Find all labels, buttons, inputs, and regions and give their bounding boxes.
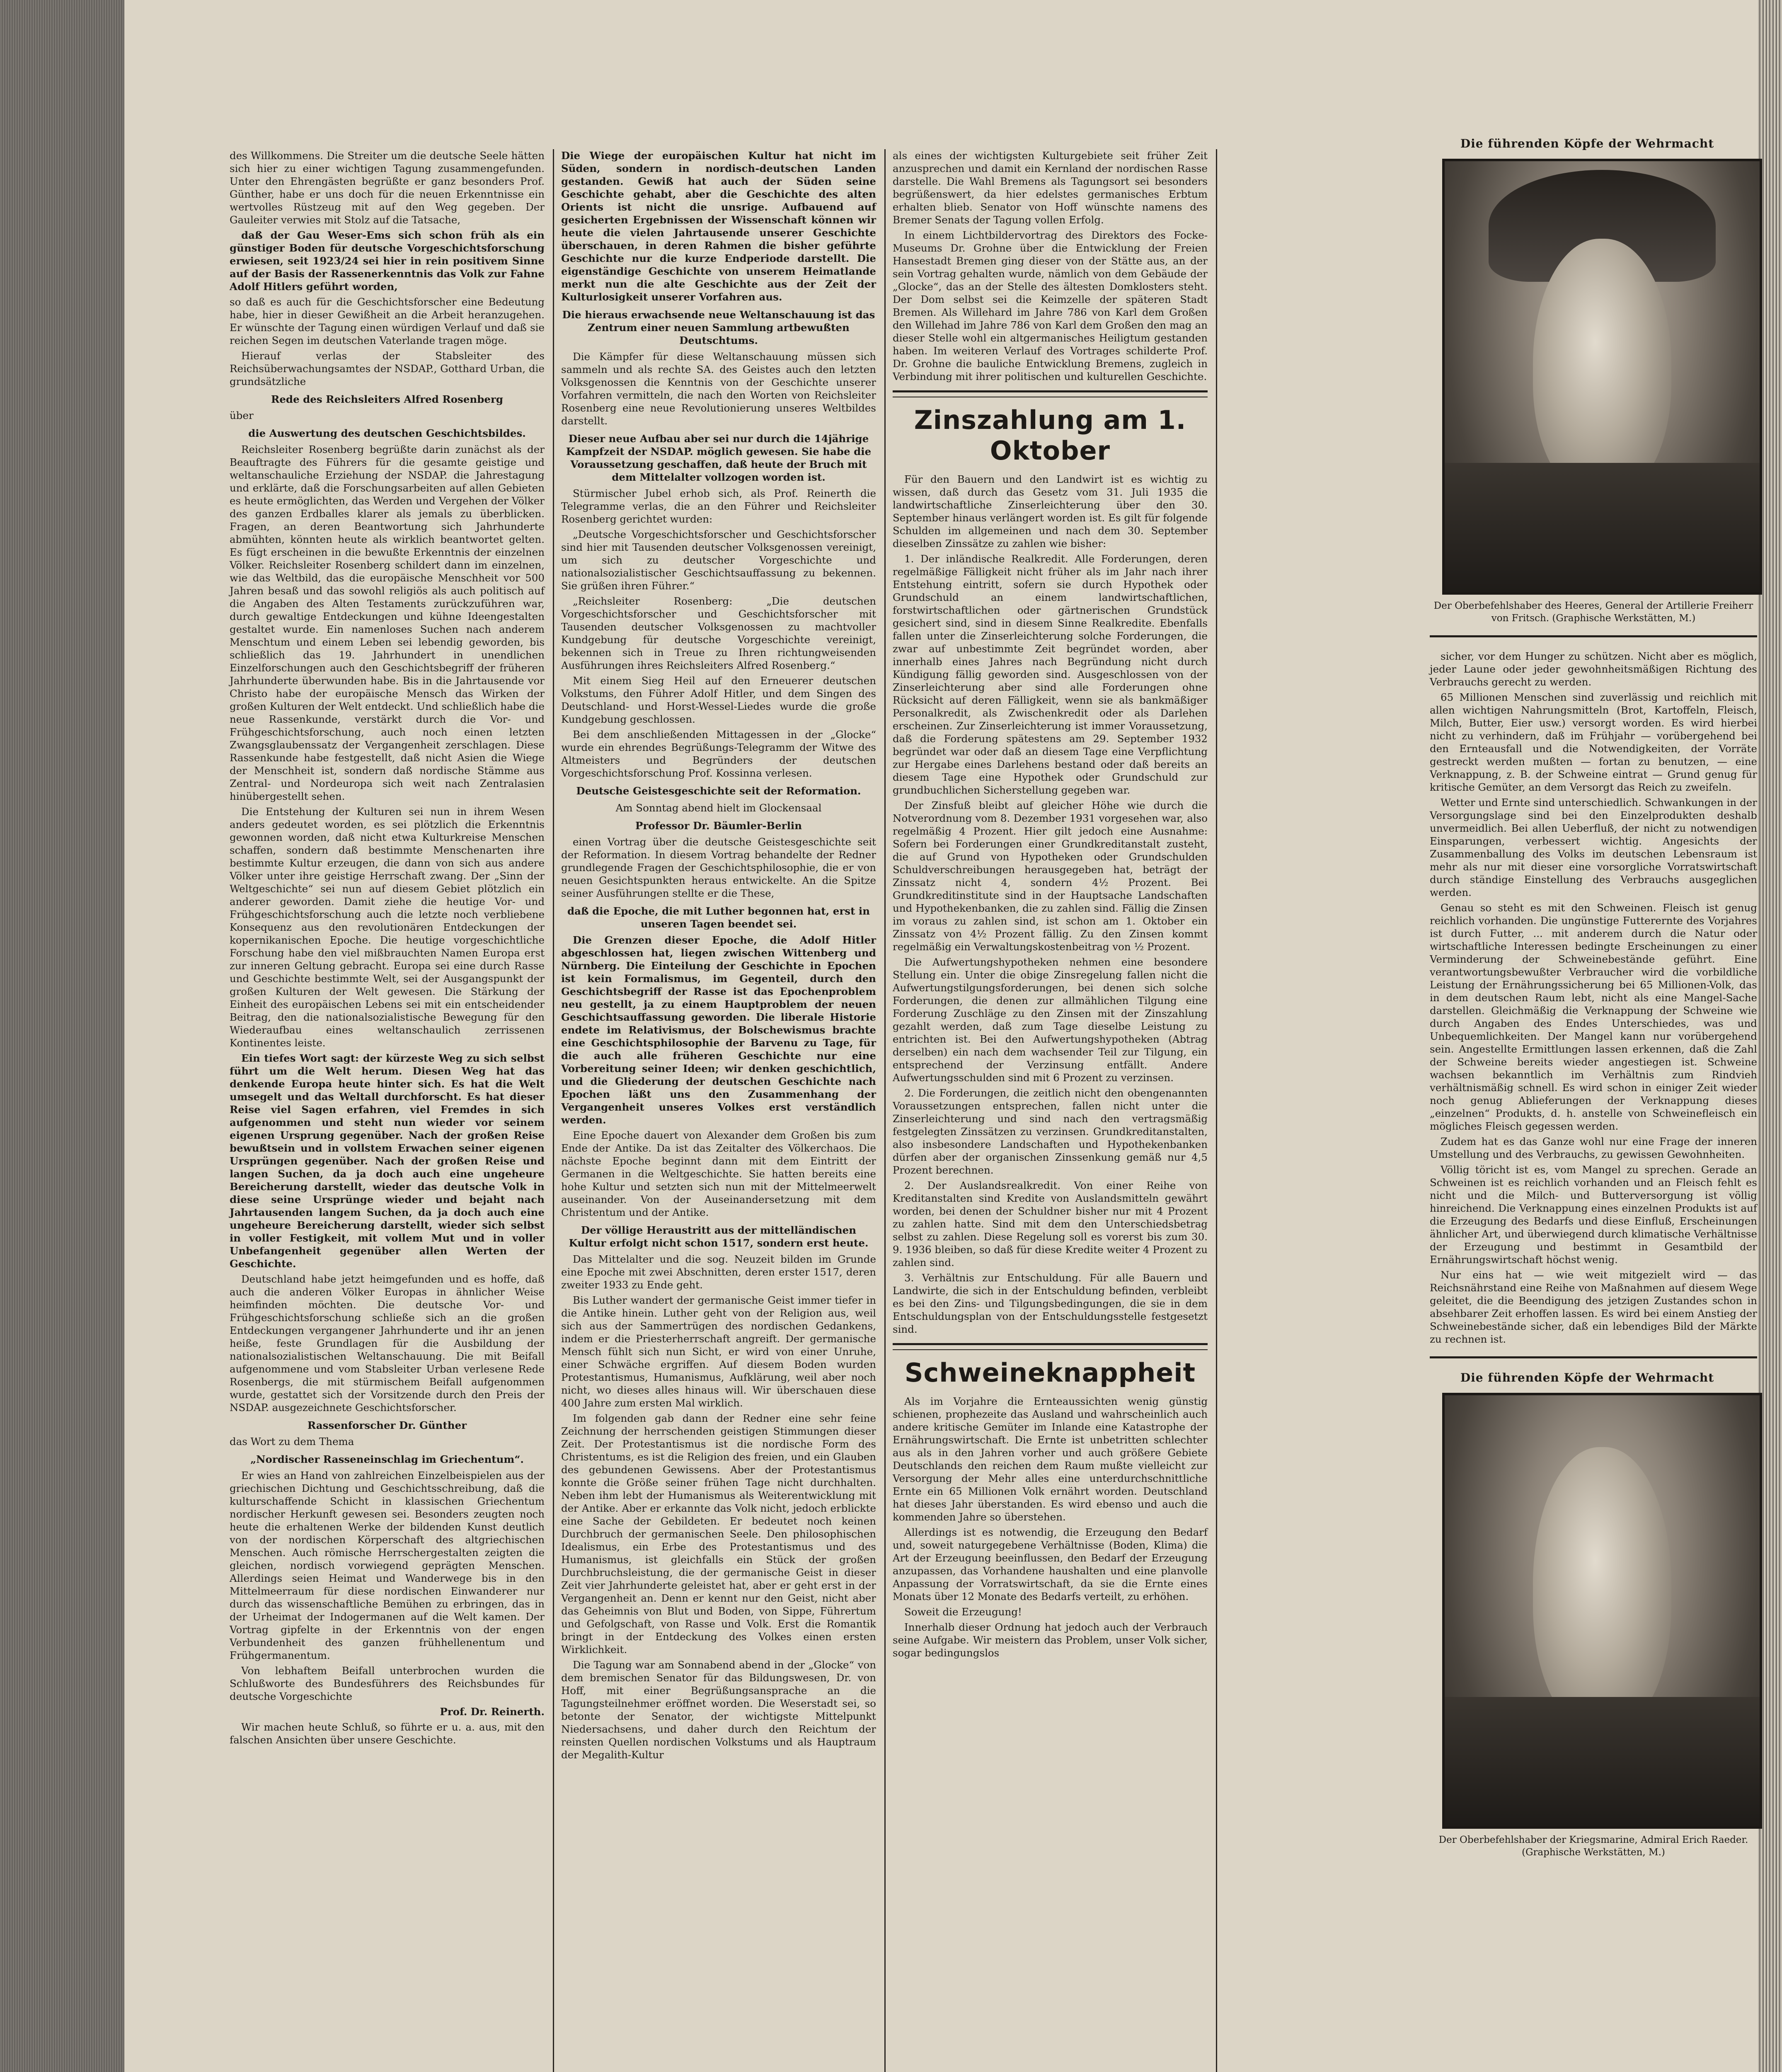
- paragraph: über: [230, 409, 254, 421]
- subheading: Rede des Reichsleiters Alfred Rosenberg: [271, 393, 504, 405]
- subheading: Der völlige Heraustritt aus der mittelländischen Kultur erfolgt nicht schon 1517, sondern erst heute.: [569, 1224, 869, 1249]
- column-divider: [1216, 149, 1217, 2072]
- paragraph: Er wies an Hand von zahlreichen Einzelbeispielen aus der griechischen Dichtung und Geschichtsschreibung, daß die kulturschaffende Schicht in klassischen Griechentum nordischer Herkunft gewesen sei. Besonders zeugten noch heute die erhaltenen Werke der bildenden Kunst deutlich von der nordischen Körperschaft des altgriechischen Menschen. Auch römische Herrschergestalten zeigten die gleichen, nordisch vorwiegend geprägten Menschen. Allerdings seien Heimat und Wanderwege bis in den Mittelmeerraum für diese nordischen Einwanderer nur durch das wissenschaftliche Bemühen zu erbringen, das in der Urheimat der Indogermanen auf die Welt kamen. Der Vortrag gipfelte in der Erkenntnis von der engen Verbundenheit des ganzen frühhellenentum und Frühgermanentum.: [230, 1469, 545, 1661]
- paragraph: des Willkommens. Die Streiter um die deutsche Seele hätten sich hier zu einer wichtigen Tagung zusammengefunden. Unter den Ehrengästen begrüßte er ganz besonders Prof. Günther, habe er uns doch für die neuen Erkenntnisse ein wertvolles Rüstzeug mit auf den Weg gegeben. Der Gauleiter verwies mit Stolz auf die Tatsache,: [230, 150, 545, 226]
- paragraph: Eine Epoche dauert von Alexander dem Großen bis zum Ende der Antike. Da ist das Zeitalter des Völkerchaos. Die nächste Epoche beginnt dann mit dem Eintritt der Germanen in die Weltgeschichte. Sie hatten bereits eine hohe Kultur und setzten sich nun mit der Mittelmeerwelt auseinander. Von der Auseinandersetzung mit dem Christentum und der Antike.: [561, 1129, 876, 1218]
- subheading: Deutsche Geistesgeschichte seit der Reformation.: [576, 785, 861, 797]
- portrait-photo-raeder: [1442, 1393, 1762, 1829]
- paragraph: Die Tagung war am Sonnabend abend in der „Glocke“ von dem bremischen Senator für das Bildungswesen, Dr. von Hoff, mit einer Begrüßungsansprache an die Tagungsteilnehmer eröffnet worden. Die Weserstadt sei, so betonte der Senator, der wichtigste Mittelpunkt Niedersachsens, und daher durch den Reichtum der reinsten Quellen nordischen Volkstums und als Hauptraum der Megalith-Kultur: [561, 1659, 876, 1761]
- column-divider: [553, 149, 554, 2072]
- paragraph: Hierauf verlas der Stabsleiter des Reichsüberwachungsamtes der NSDAP., Gotthard Urban, die grundsätzliche: [230, 350, 545, 387]
- paragraph: als eines der wichtigsten Kulturgebiete seit früher Zeit anzusprechen und damit ein Kernland der nordischen Rasse darstelle. Die Wahl Bremens als Tagungsort sei besonders begrüßenswert, da hier edelstes germanisches Erbtum erhalten blieb. Senator von Hoff wünschte namens des Bremer Senats der Tagung vollen Erfolg.: [893, 150, 1208, 226]
- paragraph: sicher, vor dem Hunger zu schützen. Nicht aber es möglich, jeder Laune oder jeder gewohnheitsmäßigen Richtung des Verbrauchs gerecht zu werden.: [1430, 650, 1757, 688]
- column-3: [893, 149, 1208, 1662]
- paragraph: einen Vortrag über die deutsche Geistesgeschichte seit der Reformation. In diesem Vortrag behandelte der Redner grundlegende Fragen der Geschichtsphilosophie, die er von neuen Gesichtspunkten heraus entwickelte. An die Spitze seiner Ausführungen stellte er die These,: [561, 836, 876, 899]
- paragraph: Wir machen heute Schluß, so führte er u. a. aus, mit den falschen Ansichten über unsere Geschichte.: [230, 1721, 545, 1746]
- paragraph: Bis Luther wandert der germanische Geist immer tiefer in die Antike hinein. Luther geht von der Religion aus, weil sich aus der Sammertrügen des nordischen Gedankens, indem er die Priesterherrschaft angreift. Der germanische Mensch fühlt sich nun Sicht, er wird von einer Unruhe, einer Schwäche ergriffen. Auf diesem Boden wurden Protestantismus, Humanismus, Aufklärung, weil aber noch nicht, wo dieses alles hinaus will. Wir überschauen diese 400 Jahre zum ersten Mal wirklich.: [561, 1294, 876, 1409]
- subheading: Professor Dr. Bäumler-Berlin: [635, 820, 802, 832]
- face-shape: [1533, 239, 1671, 497]
- paragraph: Reichsleiter Rosenberg begrüßte darin zunächst als der Beauftragte des Führers für die gesamte geistige und weltanschauliche Erziehung der NSDAP. die Jahrestagung und erklärte, daß die Forschungsarbeiten auf allen Gebieten es heute ermöglichten, das Werden und Vergehen der Völker des ganzen Erdballes klarer als jemals zu überblicken. Fragen, an deren Beantwortung sich Jahrhunderte abmühten, könnten heute als wirklich beantwortet gelten. Es fügt erscheinen in die bewußte Erkenntnis der einzelnen Völker. Reichsleiter Rosenberg schildert dann im einzelnen, wie das Weltbild, das die europäische Menschheit vor 500 Jahren besaß und das sowohl religiös als auch politisch auf die Angaben des Alten Testaments zurückzuführen war, durch gewaltige Entdeckungen und kühne Ideengestalten gestaltet wurde. Ein namenloses Suchen nach anderem Menschtum und einem Leben sei lebendig geworden, bis schließlich das 19. Jahrhundert in unendlichen Einzelforschungen auch den Geschichtsbegriff der früheren Jahrhunderte überwunden habe. Bis in die Jahrtausende vor Christo habe der europäische Mensch das Wirken der großen Kulturen der Welt entdeckt. Und schließlich habe die neue Rassenkunde, verstärkt durch die Vor- und Frühgeschichtsforschung, auch noch einen letzten Zwangsglaubenssatz der Vergangenheit zerschlagen. Diese Rassenkunde habe festgestellt, daß nicht Asien die Wiege der Menschheit ist, sondern daß nordische Stämme aus Zentral- und Nordeuropa sich weit nach Zentralasien hinübergestellt sehen.: [230, 443, 545, 802]
- headline-schweineknappheit: Schweineknappheit: [904, 1358, 1196, 1388]
- book-edge-left: [0, 0, 124, 2072]
- column-2: [561, 149, 876, 1764]
- paragraph: Stürmischer Jubel erhob sich, als Prof. Reinerth die Telegramme verlas, die an den Führer und Reichsleiter Rosenberg gerichtet wurden:: [561, 487, 876, 525]
- paragraph: Die Grenzen dieser Epoche, die Adolf Hitler abgeschlossen hat, liegen zwischen Wittenberg und Nürnberg. Die Einteilung der Geschichte in Epochen ist kein Formalismus, im Gegenteil, durch den Geschichtsbegriff der Rasse ist das Epochenproblem neu gestellt, ja zu einem Hauptproblem der neuen Geschichtsauffassung geworden. Die liberale Historie endete im Relativismus, der Bolschewismus brachte eine Geschichtsphilosophie der Barvenu zu Tage, für die auch alle früheren Geschichte nur eine Vorbereitung seiner Ideen; wir denken geschichtlich, und die Gliederung der deutschen Geschichte nach Epochen läßt uns den Zusammenhang der Vergangenheit unseres Volkes erst verständlich werden.: [561, 934, 876, 1126]
- paragraph: Das Mittelalter und die sog. Neuzeit bilden im Grunde eine Epoche mit zwei Abschnitten, deren erster 1517, deren zweiter 1933 zu Ende geht.: [561, 1253, 876, 1291]
- subheading: „Nordischer Rasseneinschlag im Griechentum“.: [250, 1453, 524, 1465]
- section-rule: [893, 1343, 1208, 1350]
- paragraph: Im folgenden gab dann der Redner eine sehr feine Zeichnung der herrschenden geistigen Stimmungen dieser Zeit. Der Protestantismus ist die nordische Form des Christentums, es ist die Religion des freien, und ein Glauben des gebundenen Gewissens. Aber der Protestantismus konnte die Größe seiner frühen Tage nicht durchhalten. Neben ihm lebt der Humanismus als Weiterentwicklung mit der Antike. Aber er erkannte das Volk nicht, jedoch erblickte eine Sache der Gebildeten. Er bedeutet noch keinen Durchbruch der germanischen Seele. Den philosophischen Idealismus, ein Erbe des Protestantismus und des Humanismus, ist gleichfalls ein Stück der großen Durchbruchsleistung, die der germanische Geist in dieser Zeit vier Jahrhunderte geleistet hat, aber er geht erst in der Vergangenheit an. Denn er kennt nur den Geist, nicht aber das Geheimnis von Blut und Boden, von Sippe, Führertum und Gefolgschaft, von Rasse und Volk. Erst die Romantik bringt in der Entdeckung des Volkes einen ersten Wirklichkeit.: [561, 1412, 876, 1656]
- section-rule: [1430, 635, 1757, 637]
- paragraph: 2. Der Auslandsrealkredit. Von einer Reihe von Kreditanstalten sind Kredite von Auslandsmitteln gewährt worden, bei denen der Schuldner bisher nur mit 4 Prozent zu zahlen hatte. Sind mit dem den Unterschiedsbetrag selbst zu zahlen. Diese Regelung soll es vorerst bis zum 30. 9. 1936 bleiben, so daß für diese Kredite weiter 4 Prozent zu zahlen sind.: [893, 1179, 1208, 1268]
- portrait-photo-fritsch: [1442, 159, 1762, 595]
- photo-caption: Der Oberbefehlshaber des Heeres, General der Artillerie Freiherr von Fritsch. (Graphische Werkstätten, M.): [1433, 600, 1753, 624]
- paragraph: Als im Vorjahre die Ernteaussichten wenig günstig schienen, prophezeite das Ausland und wahrscheinlich auch andere kritische Gemüter im Inlande eine Katastrophe der Ernährungswirtschaft. Die Ernte ist unbetritten schlechter aus als in den Jahren vorher und auch größere Gebiete Deutschlands den reichen dem Raum mußte vielleicht zur Versorgung der Mehr alles eine unterdurchschnittliche Ernte ein 65 Millionen Volk ernährt worden. Deutschland hat dieses Jahr überstanden. Es wird ebenso und auch die kommenden Jahre so überstehen.: [893, 1395, 1208, 1523]
- sidebar-wehrmacht: [1417, 137, 1757, 1859]
- subheading: Dieser neue Aufbau aber sei nur durch die 14jährige Kampfzeit der NSDAP. möglich gewesen. Sie habe die Voraussetzung geschaffen, daß heute der Bruch mit dem Mittelalter vollzogen worden ist.: [566, 433, 872, 483]
- paragraph: Genau so steht es mit den Schweinen. Fleisch ist genug reichlich vorhanden. Die ungünstige Futterernte des Vorjahres ist durch Futter, ... mit anderem durch die Natur oder wirtschaftliche Interessen bedingte Erscheinungen zu einer Verminderung der Schweinebestände geführt. Eine verantwortungsbewußter Verbraucher wird die vorbildliche Leistung der Ernährungssicherung bei 65 Millionen-Volk, das in dem deutschen Raum lebt, nicht als eine Mangel-Sache darstellen. Gleichmäßig die Verknappung der Schweine wie durch Angaben des Endes Unterschiedes, was und Unbequemlichkeiten. Der Mangel kann nur vorübergehend sein. Angestellte Ermittlungen lassen erkennen, daß die Zahl der Schweine bereits wieder angestiegen ist. Schweine wachsen bekanntlich im Verhältnis zum Rindvieh verhältnismäßig schnell. Es wird schon in einiger Zeit wieder noch genug Ablieferungen der Verknappung dieses „einzelnen“ Produkts, d. h. anstelle von Schweinefleisch ein mögliches Fleisch gegessen werden.: [1430, 902, 1757, 1132]
- subheading: daß die Epoche, die mit Luther begonnen hat, erst in unseren Tagen beendet sei.: [567, 905, 870, 930]
- section-rule: [1430, 1356, 1757, 1358]
- paragraph: Bei dem anschließenden Mittagessen in der „Glocke“ wurde ein ehrendes Begrüßungs-Telegramm der Witwe des Altmeisters und Begründers der deutschen Vorgeschichtsforschung Prof. Kossinna verlesen.: [561, 729, 876, 779]
- paragraph: „Deutsche Vorgeschichtsforscher und Geschichtsforscher sind hier mit Tausenden deutscher Volksgenossen vereinigt, um sich zu deutscher Vorgeschichte und nationalsozialistischer Geschichtsauffassung zu bekennen. Sie grüßen ihren Führer.“: [561, 528, 876, 592]
- paragraph: Innerhalb dieser Ordnung hat jedoch auch der Verbrauch seine Aufgabe. Wir meistern das Problem, unser Volk sicher, sogar bedingungslos: [893, 1621, 1208, 1659]
- column-1: [230, 149, 545, 1749]
- subheading: Die hieraus erwachsende neue Weltanschauung ist das Zentrum einer neuen Sammlung artbewußten Deutschtums.: [562, 309, 875, 346]
- subheading: Rassenforscher Dr. Günther: [307, 1419, 467, 1431]
- paragraph: Die Entstehung der Kulturen sei nun in ihrem Wesen anders gedeutet worden, es sei plötzlich die Erkenntnis gewonnen worden, daß nicht etwa Kulturkreise Menschen schaffen, sondern daß bestimmte Menschenarten ihre bestimmte Kultur erzeugen, die dann von sich aus andere Völker unter ihre geistige Herrschaft zwang. Der „Sinn der Weltgeschichte“ sei nun auf diesem Gebiet plötzlich ein anderer geworden. Damit ziehe die heutige Vor- und Frühgeschichtsforschung auch die letzte noch verbliebene Konsequenz aus den revolutionären Entdeckungen der kopernikanischen Epoche. Die heutige vorgeschichtliche Forschung habe den viel mißbrauchten Namen Europa erst zur inneren Geltung gebracht. Europa sei eine durch Rasse und Geschichte bestimmte Welt, sei der Ausgangspunkt der großen Kulturen der Welt gewesen. Die Stärkung der Einheit des europäischen Lebens sei mit ein entscheidender Beitrag, den die nationalsozialistische Bewegung für den Wiederaufbau eines weltanschaulich zerrissenen Kontinentes leiste.: [230, 806, 545, 1049]
- paragraph: Von lebhaftem Beifall unterbrochen wurden die Schlußworte des Bundesführers des Reichsbundes für deutsche Vorgeschichte: [230, 1665, 545, 1702]
- face-shape: [1533, 1447, 1671, 1731]
- coat-shape: [1445, 463, 1760, 592]
- sidebar-text: [1430, 650, 1757, 1346]
- paragraph: Deutschland habe jetzt heimgefunden und es hoffe, daß auch die anderen Völker Europas in ähnlicher Weise heimfinden möchten. Die deutsche Vor- und Frühgeschichtsforschung schließe sich an die großen Entdeckungen vergangener Jahrhunderte und ihr an jenen heiße, feste Grundlagen für die Ausbildung der nationalsozialistischen Weltanschauung. Die mit Beifall aufgenommene und vom Stabsleiter Urban verlesene Rede Rosenbergs, die mit stürmischem Beifall aufgenommen wurde, gestattet sich der Vorsitzende durch den Preis der NSDAP. ausgezeichnete Geschichtsforscher.: [230, 1273, 545, 1414]
- column-divider: [884, 149, 886, 2072]
- paragraph: In einem Lichtbildervortrag des Direktors des Focke-Museums Dr. Grohne über die Entwicklung der Freien Hansestadt Bremen ging dieser von der Stätte aus, an der sein Vortrag gehalten wurde, nämlich von dem Gebäude der „Glocke“, das an der Stelle des ältesten Domklosters steht. Der Dom selbst sei die Keimzelle der späteren Stadt Bremen. Als Willehard im Jahre 786 von Karl dem Großen den Willehad im Jahre 786 von Karl dem Großen den mag an dieser Stelle wohl ein altgermanisches Heiligtum gestanden haben. Im weiteren Verlauf des Vortrages schilderte Prof. Dr. Grohne die bauliche Entwicklung Bremens, zugleich in Verbindung mit ihrer politischen und kulturellen Geschichte.: [893, 229, 1208, 382]
- paragraph: Zudem hat es das Ganze wohl nur eine Frage der inneren Umstellung und des Verbrauchs, zu gewissen Gewohnheiten.: [1430, 1135, 1757, 1160]
- headline-zinszahlung: Zinszahlung am 1. Oktober: [914, 405, 1186, 466]
- coat-shape: [1445, 1697, 1760, 1826]
- paragraph: daß der Gau Weser-Ems sich schon früh als ein günstiger Boden für deutsche Vorgeschichtsforschung erwiesen, seit 1923/24 sei hier in rein positivem Sinne auf der Basis der Rassenerkenntnis das Volk zur Fahne Adolf Hitlers geführt worden,: [230, 229, 545, 293]
- paragraph: 3. Verhältnis zur Entschuldung. Für alle Bauern und Landwirte, die sich in der Entschuldung befinden, verbleibt es bei den Zins- und Tilgungsbedingungen, die sie in dem Entschuldungsplan von der Entschuldungsstelle festgesetzt sind.: [893, 1272, 1208, 1335]
- paragraph: Ein tiefes Wort sagt: der kürzeste Weg zu sich selbst führt um die Welt herum. Diesen Weg hat das denkende Europa heute hinter sich. Es hat die Welt umsegelt und das Weltall durchforscht. Es hat dieser Reise viel Sagen erfahren, viel Fremdes in sich aufgenommen und steht nun wieder vor seinem eigenen Ursprung gegenüber. Nach der großen Reise bewußtsein und in vollstem Erwachen seiner eigenen Ursprüngen gegenüber. Nach der großen Reise und langen Suchen, da ja doch auch eine ungeheure Bereicherung darstellt, wieder das deutsche Volk in diese seine Ursprünge wieder und bejaht nach Jahrtausenden langem Suchen, da ja doch auch eine ungeheure Bereicherung darstellt, wieder sich selbst in voller Festigkeit, mit vollem Mut und in voller Unbefangenheit gegenüber allen Werten der Geschichte.: [230, 1052, 545, 1270]
- paragraph: Mit einem Sieg Heil auf den Erneuerer deutschen Volkstums, den Führer Adolf Hitler, und dem Singen des Deutschland- und Horst-Wessel-Liedes wurde die große Kundgebung geschlossen.: [561, 675, 876, 725]
- paragraph: Nur eins hat — wie weit mitgezielt wird — das Reichsnährstand eine Reihe von Maßnahmen auf diesem Wege geleitet, die die Beendigung des jetzigen Zustandes schon in absehbarer Zeit erhoffen lassen. Es wird bei einem Anstieg der Schweinebestände sicher, daß ein lebendiges Bild der Märkte zu rechnen ist.: [1430, 1269, 1757, 1345]
- paragraph: Wetter und Ernte sind unterschiedlich. Schwankungen in der Versorgungslage sind bei den Einzelprodukten deshalb unvermeidlich. Bei allen Ueberfluß, der nicht zu notwendigen Einsparungen, verbessert wichtig. Angesichts der Zusammenballung des Volks im deutschen Lebensraum ist mehr als nur mit dieser eine vorsorgliche Vorratswirtschaft durch ständige Einstellung des Verbrauchs ausgeglichen werden.: [1430, 796, 1757, 898]
- paragraph: so daß es auch für die Geschichtsforscher eine Bedeutung habe, hier in dieser Gewißheit an die Arbeit heranzugehen. Er wünschte der Tagung einen würdigen Verlauf und daß sie reichen Segen im deutschen Vaterlande tragen möge.: [230, 296, 545, 346]
- paragraph: Am Sonntag abend hielt im Glockensaal: [615, 802, 822, 814]
- paragraph: „Reichsleiter Rosenberg: „Die deutschen Vorgeschichtsforscher und Geschichtsforscher mit Tausenden deutscher Volksgenossen zu machtvoller Kundgebung für deutsche Vorgeschichte vereinigt, bekennen sich in Treue zu Ihren richtungweisenden Ausführungen ihres Reichsleiters Alfred Rosenberg.“: [561, 595, 876, 671]
- section-rule: [893, 390, 1208, 397]
- photo-caption: Der Oberbefehlshaber der Kriegsmarine, Admiral Erich Raeder. (Graphische Werkstätten, M.): [1438, 1835, 1748, 1858]
- paragraph: das Wort zu dem Thema: [230, 1435, 354, 1447]
- paragraph: 2. Die Forderungen, die zeitlich nicht den obengenannten Voraussetzungen entsprechen, fallen nicht unter die Zinserleichterung und sind nach den vertragsmäßig festgelegten Zinssätzen zu verzinsen. Grundkreditanstalten, also insbesondere Landschaften und Hypothekenbanken dürfen aber der organischen Zinssenkung gemäß nur 4,5 Prozent berechnen.: [893, 1087, 1208, 1176]
- signature: Prof. Dr. Reinerth.: [440, 1706, 545, 1718]
- paragraph: Allerdings ist es notwendig, die Erzeugung den Bedarf und, soweit naturgegebene Verhältnisse (Boden, Klima) die Art der Erzeugung beeinflussen, den Bedarf der Erzeugung anzupassen, das Vorhandene haushalten und eine planvolle Anpassung der Vorratswirtschaft, da sie die Ernte eines Monats über 12 Monate des Bedarfs verteilt, zu erhöhen.: [893, 1526, 1208, 1602]
- paragraph: Soweit die Erzeugung!: [904, 1606, 1022, 1618]
- section-title: Die führenden Köpfe der Wehrmacht: [1460, 137, 1714, 150]
- paragraph: 1. Der inländische Realkredit. Alle Forderungen, deren regelmäßige Fälligkeit nicht früher als im Jahr nach ihrer Entstehung eintritt, sofern sie durch Hypothek oder Grundschuld an einem landwirtschaftlichen, forstwirtschaftlichen oder gärtnerischen Grundstück gesichert sind, sind in diesem Sinne Realkredite. Ebenfalls fallen unter die Zinserleichterung solche Forderungen, die zwar auf unbestimmte Zeit begründet worden, aber innerhalb eines Jahres nach Begründung nicht durch Kündigung fällig geworden sind. Ausgeschlossen von der Zinserleichterung aber sind alle Forderungen ohne Rücksicht auf deren Fälligkeit, wenn sie als bankmäßiger Personalkredit, als Zwischenkredit oder als Darlehen erscheinen. Zur Zinserleichterung ist immer Voraussetzung, daß die Forderung spätestens am 29. September 1932 begründet war oder daß an diesem Tage eine Verpflichtung zur Hergabe eines Darlehens bestand oder daß bereits an diesem Tage eine Hypothek oder Grundschuld zur grundbuchlichen Sicherstellung gegeben war.: [893, 553, 1208, 796]
- paragraph: 65 Millionen Menschen sind zuverlässig und reichlich mit allen wichtigen Nahrungsmitteln (Brot, Kartoffeln, Fleisch, Milch, Butter, Eier usw.) versorgt worden. Es wird hierbei nicht zu verhindern, daß im Frühjahr — vorübergehend bei den Ernteausfall und die Notwendigkeiten, der Vorräte gestreckt werden mußten — fortan zu benutzen, — eine Verknappung, z. B. der Schweine eintrat — Grund genug für kritische Gemüter, an dem Versorgt das Reich zu zweifeln.: [1430, 691, 1757, 793]
- paragraph: Völlig töricht ist es, vom Mangel zu sprechen. Gerade an Schweinen ist es reichlich vorhanden und an Fleisch fehlt es nicht und die Milch- und Butterversorgung ist völlig hinreichend. Die Verknappung eines einzelnen Produkts ist auf die Erzeugung des Bedarfs und diese Einfluß, Erscheinungen ähnlicher Art, und überwiegend durch klimatische Verhältnisse der Erzeugung und bestimmt in Gesamtbild der Ernährungswirtschaft höchst wenig.: [1430, 1164, 1757, 1266]
- paragraph: Der Zinsfuß bleibt auf gleicher Höhe wie durch die Notverordnung vom 8. Dezember 1931 vorgesehen war, also regelmäßig 4 Prozent. Hier gilt jedoch eine Ausnahme: Sofern bei Forderungen einer Grundkreditanstalt zusteht, die auf Grund von Hypotheken oder Grundschulden Schuldverschreibungen herausgegeben hat, beträgt der Zinssatz nicht 4, sondern 4½ Prozent. Bei Grundkreditinstitute sind in der Hauptsache Landschaften und Hypothekenbanken, die zu zahlen sind. Fällig die Zinsen im voraus zu zahlen sind, ist schon am 1. Oktober ein Zinssatz von 4½ Prozent fällig. Zu den Zinsen kommt regelmäßig ein Verwaltungskostenbeitrag von ½ Prozent.: [893, 799, 1208, 953]
- subheading: die Auswertung des deutschen Geschichtsbildes.: [248, 427, 526, 439]
- paragraph: Die Wiege der europäischen Kultur hat nicht im Süden, sondern in nordisch-deutschen Landen gestanden. Gewiß hat auch der Süden seine Geschichte gehabt, aber die Geschichte des alten Orients ist nicht die unsrige. Aufbauend auf gesicherten Ergebnissen der Wissenschaft können wir heute die vielen Jahrtausende unserer Geschichte überschauen, in deren Rahmen die bisher geführte Geschichte nur die kurze Endperiode darstellt. Die eigenständige Geschichte von unserem Heimatlande merkt nun die alte Geschichte aus der Zeit der Kulturlosigkeit unserer Vorfahren aus.: [561, 150, 876, 303]
- paragraph: Für den Bauern und den Landwirt ist es wichtig zu wissen, daß durch das Gesetz vom 31. Juli 1935 die landwirtschaftliche Zinserleichterung über den 30. September hinaus verlängert worden ist. Es gilt für folgende Schulden im allgemeinen und nach dem 30. September dieselben Zinssätze zu zahlen wie bisher:: [893, 473, 1208, 549]
- paragraph: Die Aufwertungshypotheken nehmen eine besondere Stellung ein. Unter die obige Zinsregelung fallen nicht die Aufwertungstilgungsforderungen, bei denen sich solche Forderungen, die denen zur allmählichen Tilgung eine Forderung Zuschläge zu den Zinsen mit der Zinszahlung gezahlt werden, daß zum Tage dieselbe Leistung zu entrichten ist. Bei den Aufwertungshypotheken (Abtrag derselben) ein nach dem wachsender Teil zur Tilgung, ein entsprechend der Verzinsung entfällt. Andere Aufwertungsschulden sind mit 6 Prozent zu verzinsen.: [893, 956, 1208, 1084]
- paragraph: Die Kämpfer für diese Weltanschauung müssen sich sammeln und als rechte SA. des Geistes auch den letzten Volksgenossen die Kenntnis von der Geschichte unserer Vorfahren vermitteln, die nach den Worten von Reichsleiter Rosenberg eine neue Revolutionierung unseres Weltbildes darstellt.: [561, 351, 876, 427]
- section-title: Die führenden Köpfe der Wehrmacht: [1460, 1371, 1714, 1385]
